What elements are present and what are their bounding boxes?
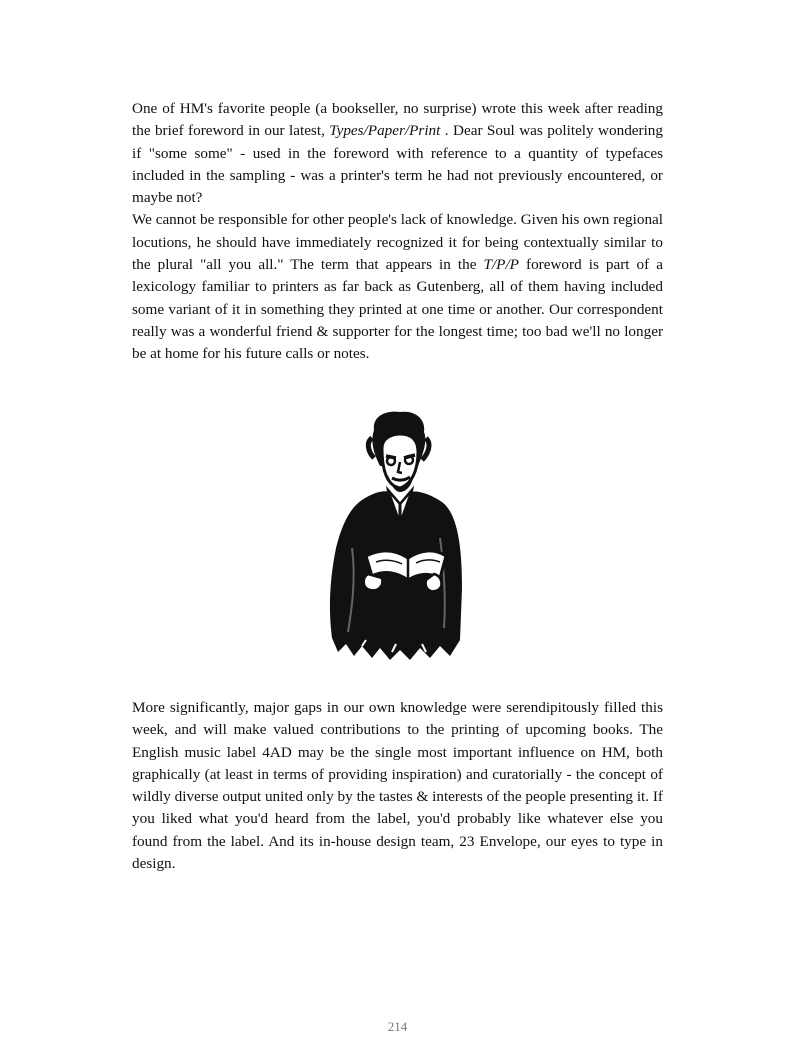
paragraph-3: More significantly, major gaps in our own knowledge were serendipitously filled this week, and will make valued contributions to the printing of upcoming books. The English music label 4AD may be the single most important influence on HM, both graphically (at least in terms of providing inspiration) and curatorially - the concept of wildly diverse output united only by the tastes & interests of the people presenting it. If you liked what you'd heard from the label, you'd probably like whatever else you found from the label. And its in-house design team, 23 Envelope, our eyes to type in design. bbox=[132, 699, 663, 873]
paragraph-1 bbox=[132, 98, 663, 209]
book-title-types-paper-print: Types/Paper/Print bbox=[329, 122, 441, 140]
bottom-text-block bbox=[132, 697, 663, 875]
paragraph-2-text-a: We cannot be responsible for other people's lack of knowledge. Given his own regional locutions, he should have immediately recognized it for being contextually similar to the plural "all you all." The term that appears in the bbox=[132, 211, 663, 274]
woodcut-reading-man-illustration bbox=[322, 408, 472, 664]
paragraph-1-text-b: . Dear Soul was politely wondering if "some some" - used in the foreword with reference to a quantity of typefaces included in the sampling - was a printer's term he had not previously encountered, or maybe not? bbox=[132, 122, 663, 207]
top-text-block bbox=[132, 98, 663, 366]
paragraph-2-text-b: foreword is part of a lexicology familiar to printers as far back as Gutenberg, all of them having included some variant of it in something they printed at one time or another. Our correspondent really was a wonderful friend & supporter for the longest time; too bad we'll no longer be at home for his future calls or notes. bbox=[132, 256, 663, 363]
paragraph-1-text-a: One of HM's favorite people (a bookseller, no surprise) wrote this week after reading the brief foreword in our latest, bbox=[132, 100, 663, 140]
book-abbrev-tpp: T/P/P bbox=[483, 256, 519, 274]
paragraph-2 bbox=[132, 209, 663, 365]
page-number: 214 bbox=[387, 1019, 408, 1034]
